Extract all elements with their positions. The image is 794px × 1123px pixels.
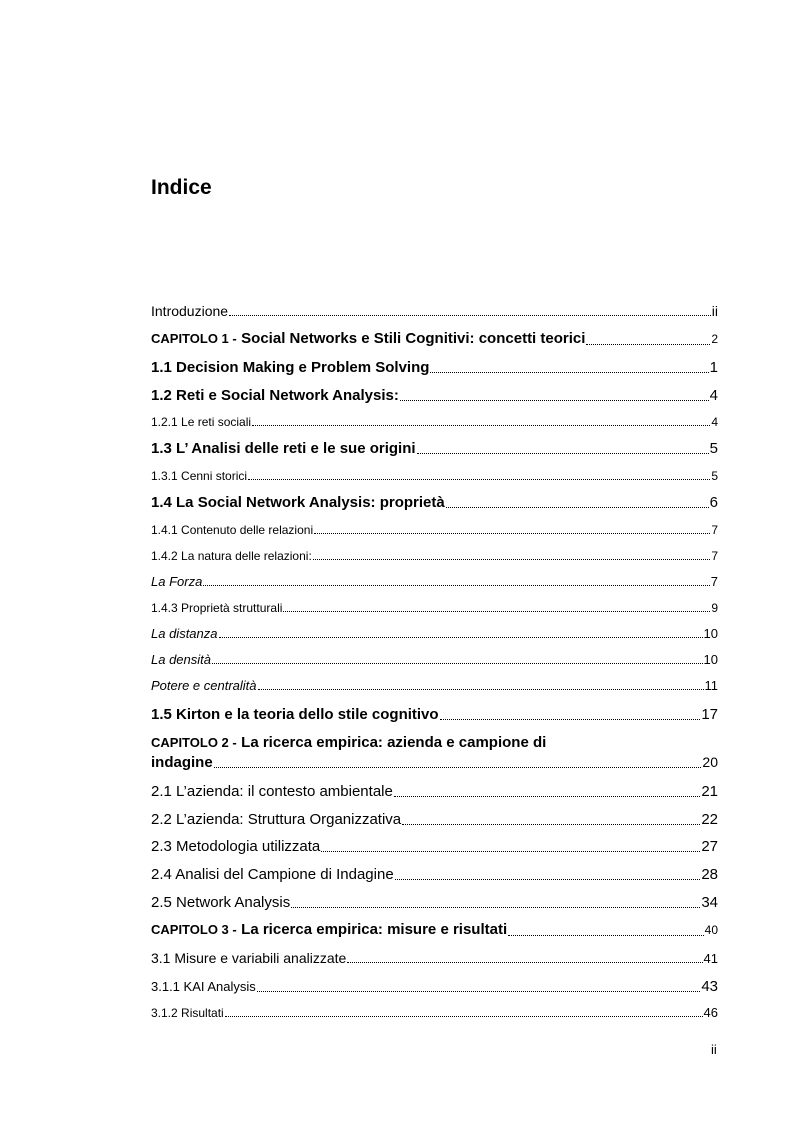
dot-leader [252,425,710,426]
toc-entry-1-5[interactable] [151,706,718,723]
toc-page-number: 10 [703,626,718,641]
toc-entry-1-2-1[interactable] [151,415,718,429]
toc-label: 3.1.1 KAI Analysis [151,979,256,994]
toc-page-number: 40 [704,923,718,937]
page-number-footer: ii [711,1042,717,1057]
toc-page-number: 4 [711,415,718,429]
toc-page-number: 43 [701,978,718,995]
dot-leader [446,507,709,508]
dot-leader [248,479,710,480]
chapter-prefix: CAPITOLO 3 - [151,922,237,937]
toc-entry-1-4-2[interactable] [151,549,718,563]
dot-leader [430,372,708,373]
dot-leader [203,585,709,586]
toc-page-number: 34 [701,894,718,911]
toc-page-number: 9 [711,601,718,615]
toc-entry-3-1[interactable] [151,950,718,966]
toc-page-number: 28 [701,866,718,883]
toc-entry-1-4-3[interactable] [151,601,718,615]
chapter-prefix: CAPITOLO 1 - [151,331,237,346]
toc-label: 1.3.1 Cenni storici [151,469,248,483]
toc-label: 1.4 La Social Network Analysis: proprietà [151,494,445,511]
toc-label: 1.4.3 Proprietà strutturali [151,601,283,615]
dot-leader [212,663,703,664]
toc-label: Potere e centralità [151,678,257,693]
toc-entry-capitolo-3[interactable] [151,921,718,939]
toc-page-number: 46 [703,1005,718,1020]
dot-leader [347,962,702,963]
dot-leader [225,1016,703,1017]
toc-page-number: 5 [711,469,718,483]
toc-entry-1-4[interactable] [151,494,718,511]
toc-label: La densità [151,652,211,667]
dot-leader [214,767,702,768]
toc-label: 3.1 Misure e variabili analizzate [151,950,347,966]
dot-leader [400,400,709,401]
toc-entry-2-3[interactable] [151,838,718,855]
toc-label: 1.1 Decision Making e Problem Solving [151,359,430,376]
toc-page-number: 21 [701,783,718,800]
toc-entry-capitolo-2[interactable] [151,734,718,769]
toc-entry-1-3-1[interactable] [151,469,718,483]
dot-leader [257,991,701,992]
toc-page-number: 22 [701,811,718,828]
toc-label: Social Networks e Stili Cognitivi: concetti teorici [241,330,586,347]
toc-page-number: 11 [704,678,718,693]
toc-page-number: 4 [709,387,718,404]
dot-leader [394,796,700,797]
toc-page-number: 6 [709,494,718,511]
toc-label: 1.4.1 Contenuto delle relazioni [151,523,314,537]
dot-leader [313,559,711,560]
dot-leader [291,907,700,908]
dot-leader [395,879,701,880]
toc-entry-2-1[interactable] [151,783,718,800]
dot-leader [508,935,704,936]
toc-label: 3.1.2 Risultati [151,1006,224,1020]
dot-leader [229,315,711,316]
toc-label: 1.3 L’ Analisi delle reti e le sue origini [151,440,416,457]
dot-leader [314,533,710,534]
toc-entry-1-3[interactable] [151,440,718,457]
toc-label: Introduzione [151,303,229,319]
toc-entry-la-forza[interactable] [151,574,718,589]
toc-entry-2-2[interactable] [151,811,718,828]
toc-label: 1.2.1 Le reti sociali [151,415,252,429]
toc-entry-3-1-2[interactable] [151,1005,718,1020]
toc-page-number: 10 [703,652,718,667]
dot-leader [219,637,703,638]
toc-page-number: 7 [711,549,718,563]
toc-label: 1.2 Reti e Social Network Analysis: [151,387,399,404]
toc-page-number: 1 [709,359,718,376]
toc-label: La ricerca empirica: misure e risultati [241,921,508,938]
toc-entry-potere-e-centralita[interactable] [151,678,718,693]
toc-page-number: 7 [711,523,718,537]
toc-entry-capitolo-1[interactable] [151,330,718,348]
toc-label: 1.5 Kirton e la teoria dello stile cognitivo [151,706,439,723]
toc-entry-2-5[interactable] [151,894,718,911]
toc-page-number: 41 [703,951,718,966]
toc-label-continued: indagine [151,754,213,771]
toc-page-number: 27 [701,838,718,855]
toc-entry-1-2[interactable] [151,387,718,404]
toc-label: 2.3 Metodologia utilizzata [151,838,321,855]
toc-entry-introduzione[interactable] [151,303,718,319]
toc-entry-1-4-1[interactable] [151,523,718,537]
dot-leader [258,689,704,690]
page-title: Indice [151,176,212,199]
toc-label: La Forza [151,574,203,589]
chapter-prefix: CAPITOLO 2 - [151,735,237,750]
toc-page-number: 7 [710,574,718,589]
toc-label: 2.4 Analisi del Campione di Indagine [151,866,394,883]
toc-label: 1.4.2 La natura delle relazioni: [151,549,312,563]
toc-page-number: 17 [701,706,718,723]
toc-entry-la-densita[interactable] [151,652,718,667]
toc-entry-1-1[interactable] [151,359,718,376]
toc-page-number: 5 [709,440,718,457]
toc-entry-3-1-1[interactable] [151,978,718,995]
dot-leader [283,611,710,612]
toc-label: 2.1 L’azienda: il contesto ambientale [151,783,393,800]
toc-label: La distanza [151,626,218,641]
dot-leader [440,719,701,720]
toc-page-number: ii [711,303,718,319]
toc-entry-la-distanza[interactable] [151,626,718,641]
dot-leader [586,344,710,345]
dot-leader [417,453,709,454]
dot-leader [402,824,700,825]
dot-leader [321,851,700,852]
toc-label: 2.2 L’azienda: Struttura Organizzativa [151,811,402,828]
toc-label: 2.5 Network Analysis [151,894,291,911]
toc-page-number: 2 [711,332,718,346]
toc-page-number: 20 [702,754,718,770]
toc-label: La ricerca empirica: azienda e campione di [241,734,547,751]
toc-entry-2-4[interactable] [151,866,718,883]
